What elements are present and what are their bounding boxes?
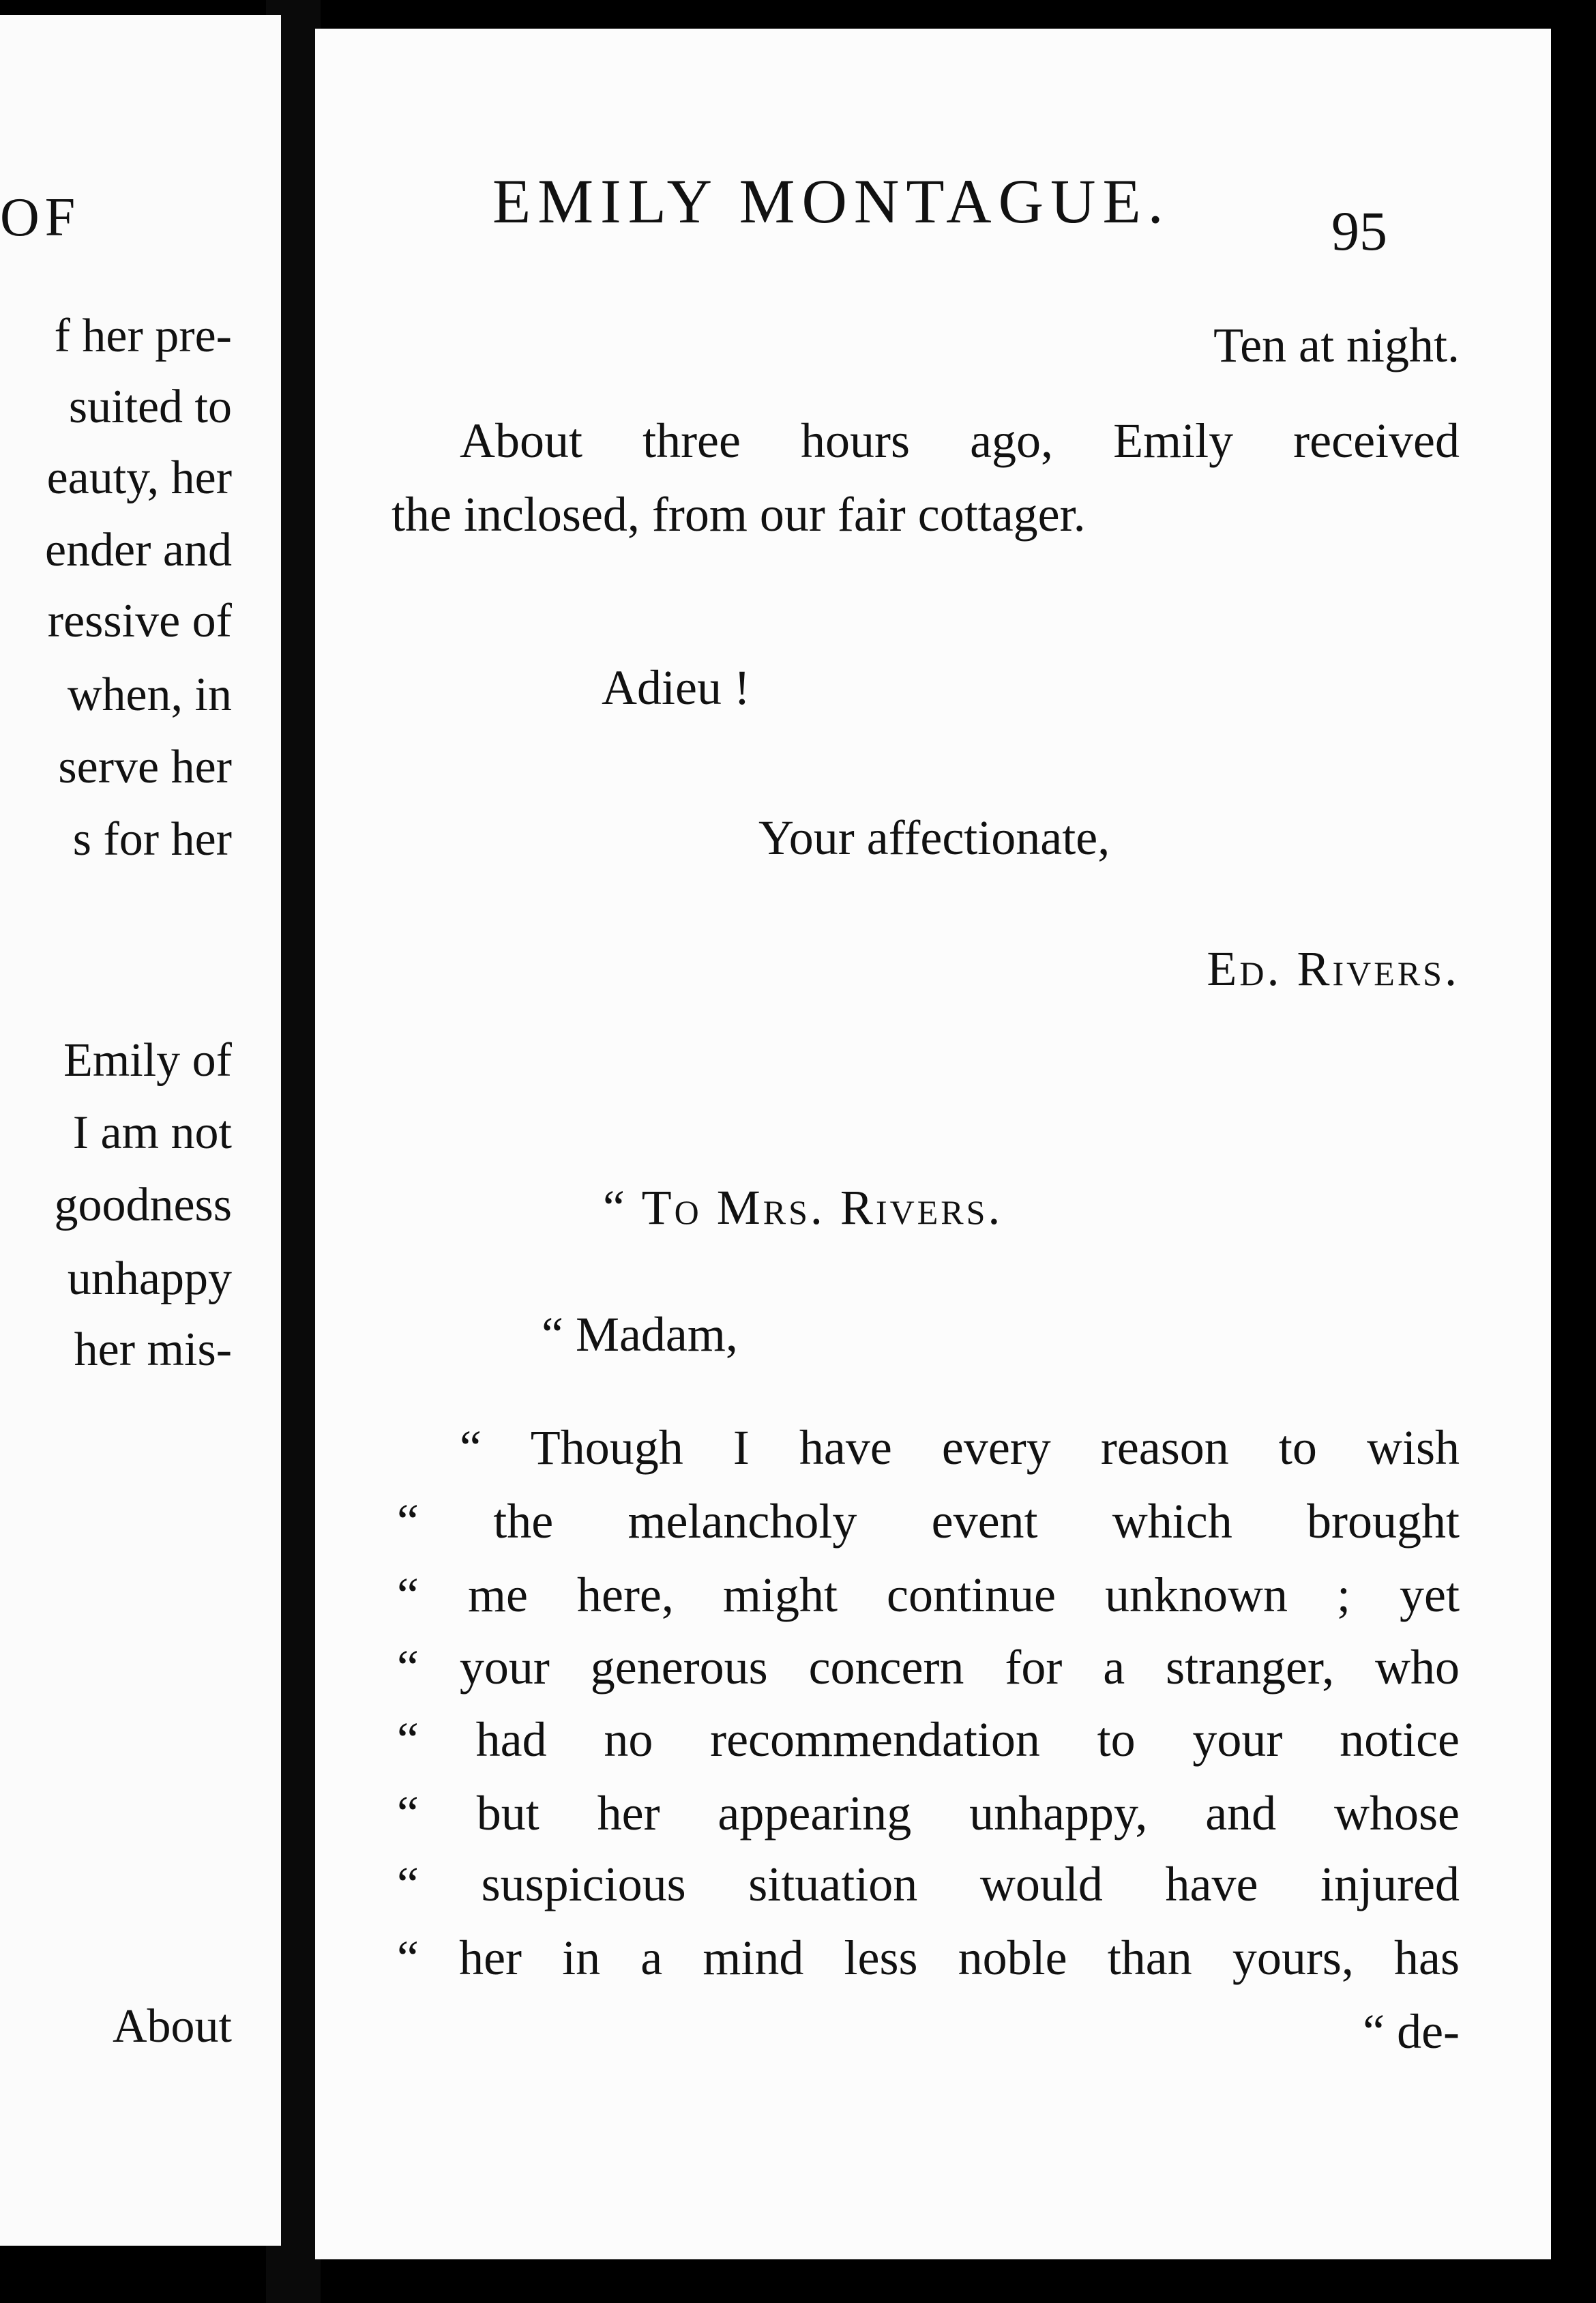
left-line: suited to [68,381,232,433]
page-number: 95 [1331,200,1387,262]
left-line: ressive of [47,595,232,647]
letter-line: “ me here, might continue unknown ; yet [397,1568,1460,1622]
left-page [0,15,281,2246]
left-running-head: OF [0,188,81,248]
adieu-line: Adieu ! [602,660,750,715]
left-line: s for her [72,813,232,866]
letter-line: “ your generous concern for a stranger, who [397,1640,1460,1695]
left-line: when, in [67,669,232,721]
left-line: I am not [72,1106,232,1159]
closing-line: Your affectionate, [758,810,1110,865]
dateline: Ten at night. [1213,318,1460,372]
scan-border [1551,0,1596,2303]
letter-heading: “ To Mrs. Rivers. [603,1180,1003,1235]
letter-line: “ her in a mind less noble than yours, has [397,1931,1460,1985]
left-line: goodness [54,1179,232,1231]
left-line: unhappy [67,1252,232,1305]
catchword: “ de- [1363,2004,1460,2059]
paragraph-line: the inclosed, from our fair cottager. [391,487,1086,542]
letter-line: “ suspicious situation would have injured [397,1857,1460,1911]
left-line: Emily of [63,1034,232,1087]
paragraph-line: About three hours ago, Emily received [460,413,1460,468]
left-catchword: About [113,2000,232,2053]
right-page [315,29,1551,2259]
left-line: ender and [44,524,232,576]
salutation: “ Madam, [542,1307,738,1362]
left-line: eauty, her [46,452,232,504]
left-line: her mis- [74,1323,232,1376]
letter-line: “ had no recommendation to your notice [397,1712,1460,1767]
letter-line: “ the melancholy event which brought [397,1494,1460,1549]
left-line: f her pre- [54,310,232,362]
left-line: serve her [58,741,232,793]
letter-line: “ Though I have every reason to wish [460,1420,1460,1475]
letter-line: “ but her appearing unhappy, and whose [397,1786,1460,1840]
running-head: EMILY MONTAGUE. [492,166,1170,236]
signature: Ed. Rivers. [1207,941,1460,996]
